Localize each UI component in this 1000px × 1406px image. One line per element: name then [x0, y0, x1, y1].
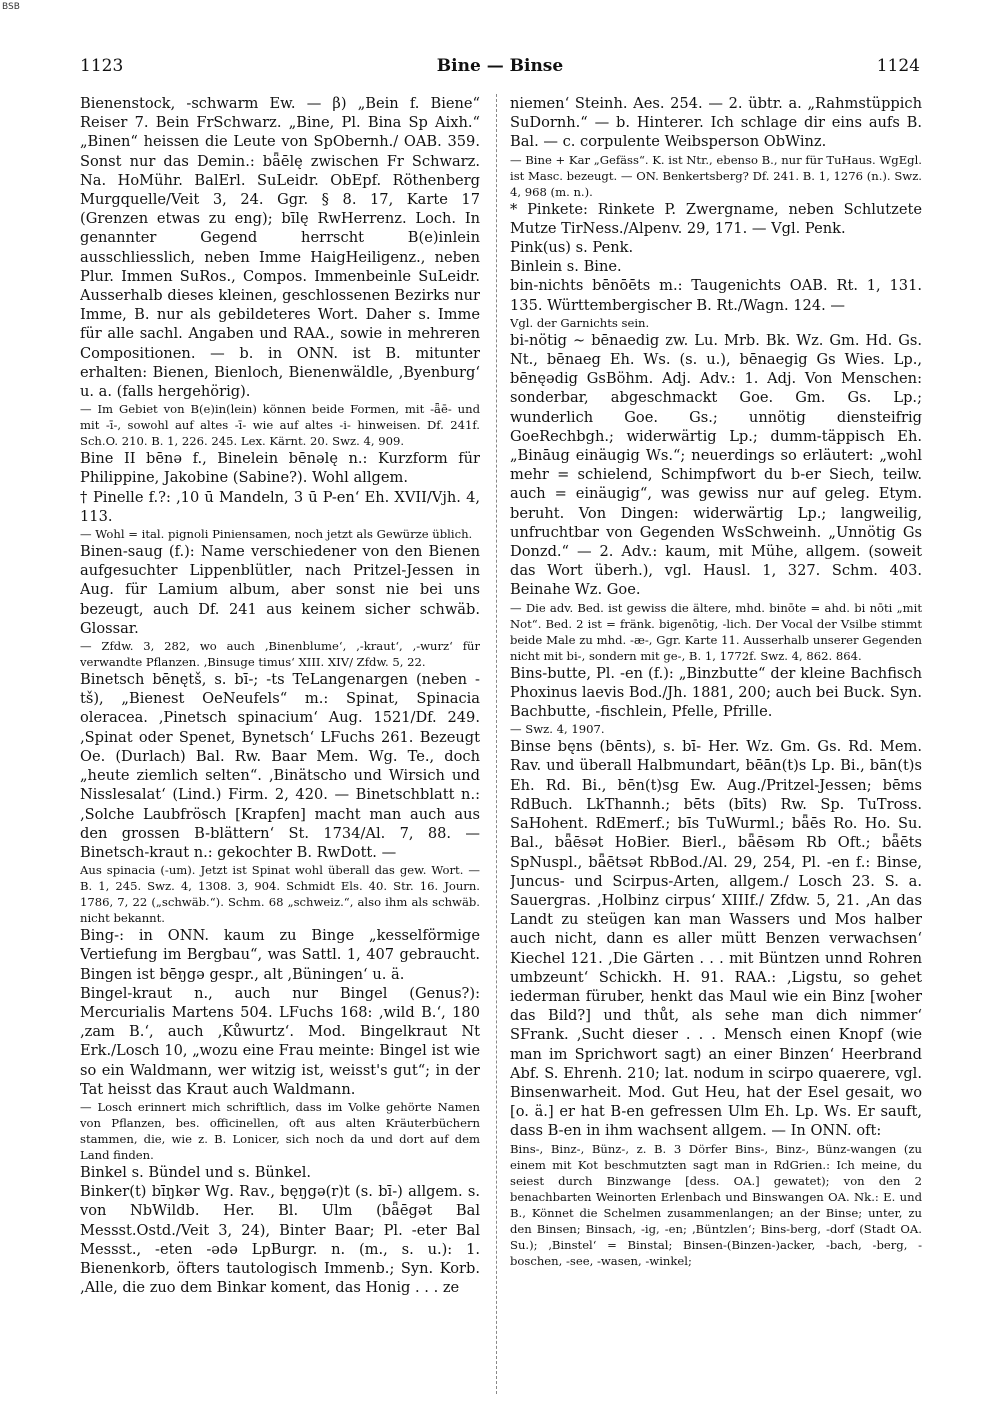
- dictionary-paragraph: — Swz. 4, 1907.: [510, 722, 605, 737]
- page-header: [80, 56, 920, 82]
- dictionary-paragraph: — Zfdw. 3, 282, wo auch ‚Binenblume‘, ‚-kraut‘, ‚-wurz‘ für verwandte Pflanzen. ‚Binsuge timus‘ XIII. XIV/ Zfdw. 5, 22.: [80, 639, 480, 670]
- left-column: [80, 94, 480, 1394]
- column-divider: [496, 94, 497, 1394]
- dictionary-paragraph: bi-nötig ∼ bēnaedig zw. Lu. Mrb. Bk. Wz. Gm. Hd. Gs. Nt., bēnaeg Eh. Ws. (s. u.), bēnaegig Gs Wies. Lp., bēnęədig GsBöhm. Adj. Adv.: 1. Adj. Von Menschen: sonderbar, abgeschmackt Goe. Gm. Gs. Lp.; wunderlich Goe. Gs.; unnötig diensteifrig GoeRechbgh.; widerwärtig Lp.; dumm-täppisch Eh. „Bināug einäugig Ws.“; neuerdings so erläutert: „wohl mehr = schielend, Schimpfwort du b-er Siech, teilw. auch = einäugig“, was gewiss nur auf geleg. Etym. beruht. Von Dingen: widerwärtig Lp.; langweilig, unfruchtbar von Gegenden WsSchweinh. „Unnötig Gs Donzd.“ — 2. Adv.: kaum, mit Mühe, allgem. (soweit das Wort überh.), vgl. Hausl. 1, 327. Schm. 403. Beinahe Wz. Goe.: [510, 331, 922, 599]
- dictionary-paragraph: — Die adv. Bed. ist gewiss die ältere, mhd. binōte = ahd. bi nōti „mit Not“. Bed. 2 ist = fränk. bigenōtig, -lich. Der Vocal der Vsilbe stimmt beide Male zu mhd. -æ-, Ggr. Karte 11. Ausserhalb unserer Gegenden nicht mit bi-, sondern mit ge-, B. 1, 1772f. Swz. 4, 862. 864.: [510, 600, 922, 663]
- right-column: [510, 94, 922, 1394]
- dictionary-paragraph: Aus spinacia (-um). Jetzt ist Spinat wohl überall das gew. Wort. — B. 1, 245. Swz. 4, 1308. 3, 904. Schmidt Els. 40. Str. 16. Journ. 1786, 7, 22 („schwäb.“). Schm. 68 „schweiz.“, also ihm als schwäb. nicht bekannt.: [80, 863, 480, 926]
- dictionary-paragraph: † Pinelle f.?: ‚10 ū Mandeln, 3 ū P-en‘ Eh. XVII/Vjh. 4, 113.: [80, 488, 480, 525]
- dictionary-paragraph: — Im Gebiet von B(e)in(lein) können beide Formen, mit -ǟē- und mit -ī-, sowohl auf altes -ī- wie auf altes -i- hinweisen. Df. 241f. Sch.O. 210. B. 1, 226. 245. Lex. Kärnt. 20. Swz. 4, 909.: [80, 402, 480, 449]
- dictionary-paragraph: — Wohl = ital. pignoli Piniensamen, noch jetzt als Gewürze üblich.: [80, 527, 473, 542]
- dictionary-paragraph: Binker(t) bīŋkər Wg. Rav., bęŋgə(r)t (s. bī-) allgem. s. von NbWildb. Her. Bl. Ulm (bǟēgət Bal Messst.Ostd./Veit 3, 24), Binter Baar; Pl. -eter Bal Messst., -eten -ədə LpBurgr. n. (m., s. u.): 1. Bienenkorb, öfters tautologisch Immenb.; Syn. Korb. ‚Alle, die zuo dem Binkar koment, das Honig . . . ze: [80, 1183, 480, 1297]
- dictionary-paragraph: Bienenstock, -schwarm Ew. — β) „Bein f. Biene“ Reiser 7. Bein FrSchwarz. „Bine, Pl. Bina Sp Aixh.“ „Binen“ heissen die Leute von SpObernh./ OAB. 359. Sonst nur das Demin.: bǟēlę zwischen Fr Schwarz. Na. HoMühr. BalErl. SuLeidr. ObEpf. Röthenberg Murgquelle/Veit 3, 24. Ggr. § 8. 17, Karte 17 (Grenzen etwas zu eng); bīlę RwHerrenz. Loch. In genannter Gegend herrscht B(e)inlein ausschliesslich, neben Imme HaigHeiligenz., neben Plur. Immen SuRos., Compos. Immenbeinle SuLeidr. Ausserhalb dieses kleinen, geschlossenen Bezirks nur Imme, B. nur als gebildeteres Wort. Daher s. Imme für alle sachl. Angaben und RAA., sowie in mehreren Compositionen. — b. in ONN. ist B. mitunter erhalten: Bienen, Bienloch, Bienenwäldle, ‚Byenburg‘ u. a. (falls hergehörig).: [80, 95, 480, 401]
- dictionary-paragraph: Bins-, Binz-, Bünz-, z. B. 3 Dörfer Bins-, Binz-, Bünz-wangen (zu einem mit Kot beschmutzten sagt man in RdGrien.: Ich meine, du seiest durch Binzwange [dess. OA.] gewatet); von den 2 benachbarten Weinorten Erlenbach und Binswangen OA. Nk.: E. und B., Könnet die Schelmen zusammenlangen; an der Binse; unter, zu den Binsen; Binsach, -ig, -en; ‚Büntzlen‘; Bins-berg, -dorf (Stadt OA. Su.); ‚Binstel‘ = Binstal; Binsen-(Binzen-)acker, -bach, -berg, -boschen, -see, -wasen, -winkel;: [510, 1141, 922, 1268]
- library-stamp: BSB: [2, 2, 20, 12]
- dictionary-paragraph: Bins-butte, Pl. -en (f.): „Binzbutte“ der kleine Bachfisch Phoxinus laevis Bod./Jh. 1881, 200; auch bei Buck. Syn. Bachbutte, -fischlein, Pfelle, Pfrille.: [510, 664, 922, 721]
- dictionary-paragraph: Binse bęns (bēnts), s. bī- Her. Wz. Gm. Gs. Rd. Mem. Rav. und überall Halbmundart, bēān(t)s Lp. Bi., bān(t)s Eh. Rd. Bi., bēn(t)sg Ew. Aug./Pritzel-Jessen; bēms RdBuch. LkThannh.; bēts (bīts) Rw. Sp. TuTross. SaHohent. RdEmerf.; bīs TuWurml.; bǟēs Ro. Ho. Su. Bal., bǟēsət HoBier. Bierl., bǟēsəm Rb Oft.; bǟēts SpNuspl., bǟētsət RbBod./Al. 29, 254, Pl. -en f.: Binse, Juncus- und Scirpus-Arten, allgem./ Losch 23. S. a. Sauergras. ‚Holbinz cirpus‘ XIIIf./ Zfdw. 5, 21. ‚An das Landt zu steügen kan man Wassers und Mos halber auch nicht, dann es aller mütt Benzen verwachsen‘ Kiechel 121. ‚Die Gärten . . . mit Büntzen unnd Rohren umbzeunt‘ Schickh. H. 91. RAA.: ‚Ligstu, so gehet iederman füruber, henkt das Maul wie ein Binz [woher das Bild?] und thůt, als sehe man dich nimmer‘ SFrank. ‚Sucht dieser . . . Mensch einen Knopf (wie man im Sprichwort sagt) an einer Binzen‘ Heerbrand Abf. S. Ehrenh. 210; lat. nodum in scirpo quaerere, vgl. Binsenwarheit. Mod. Gut Heu, hat der Esel gesait, wo [o. ä.] er hat B-en gefressen Ulm Eh. Lp. Ws. Er sauft, dass B-en in ihm wachsent allgem. — In ONN. oft:: [510, 738, 922, 1140]
- page-number-left: 1123: [80, 56, 124, 76]
- dictionary-paragraph: Bingel-kraut n., auch nur Bingel (Genus?): Mercurialis Martens 504. LFuchs 168: ‚wild B.‘, 180 ‚zam B.‘, auch ‚Kůwurtz‘. Mod. Bingelkraut Nt Erk./Losch 10, „wozu eine Frau meinte: Bingel ist wie so ein Waldmann, wer witzig ist, weisst's gut“; in der Tat heisst das Kraut auch Waldmann.: [80, 984, 480, 1098]
- dictionary-paragraph: Binen-saug (f.): Name verschiedener von den Bienen aufgesuchter Lippenblütler, nach Pritzel-Jessen in Aug. für Lamium album, aber sonst nie bei uns bezeugt, auch Df. 241 aus keinem sicher schwäb. Glossar.: [80, 543, 480, 637]
- dictionary-paragraph: * Pinkete: Rinkete P. Zwergname, neben Schlutzete Mutze TirNess./Alpenv. 29, 171. — Vgl. Penk.: [510, 200, 922, 237]
- dictionary-paragraph: — Losch erinnert mich schriftlich, dass im Volke gehörte Namen von Pflanzen, bes. officinellen, oft aus alten Kräuterbüchern stammen, die, wie z. B. Lonicer, sich noch da und dort auf dem Land finden.: [80, 1099, 480, 1162]
- dictionary-paragraph: Binkel s. Bündel und s. Bünkel.: [80, 1163, 312, 1181]
- dictionary-paragraph: Binetsch bēnętš, s. bī-; -ts TeLangenargen (neben -tš), „Bienest OeNeufels“ m.: Spinat, Spinacia oleracea. ‚Pinetsch spinacium‘ Aug. 1521/Df. 249. ‚Spinat oder Spenet, Bynetsch‘ LFuchs 261. Bezeugt Oe. (Durlach) Bal. Rw. Baar Mem. Wg. Te., doch „heute ziemlich selten“. ‚Binätscho und Wirsich und Nisslesalat‘ (Lind.) Firm. 2, 420. — Binetschblatt n.: ‚Solche Laubfrösch [Krapfen] macht man auch aus den grossen B-blättern‘ St. 1734/Al. 7, 88. — Binetsch-kraut n.: gekochter B. RwDott. —: [80, 671, 480, 861]
- dictionary-paragraph: Pink(us) s. Penk.: [510, 239, 634, 257]
- page-number-right: 1124: [876, 56, 920, 76]
- running-title: Bine — Binse: [436, 56, 564, 76]
- dictionary-paragraph: Bine II bēnə f., Binelein bēnəlę n.: Kurzform für Philippine, Jakobine (Sabine?). Wohl allgem.: [80, 450, 480, 487]
- dictionary-paragraph: bin-nichts bēnōēts m.: Taugenichts OAB. Rt. 1, 131. 135. Württembergischer B. Rt./Wagn. 124. —: [510, 277, 922, 314]
- dictionary-paragraph: Bing-: in ONN. kaum zu Binge „kesselförmige Vertiefung im Bergbau“, was Sattl. 1, 407 gebraucht. Bingen ist bēŋgə gespr., alt ‚Büningen‘ u. ä.: [80, 927, 480, 983]
- dictionary-paragraph: niemen‘ Steinh. Aes. 254. — 2. übtr. a. „Rahmstüppich SuDornh.“ — b. Hinterer. Ich schlage dir eins aufs B. Bal. — c. corpulente Weibsperson ObWinz.: [510, 95, 922, 151]
- dictionary-paragraph: Binlein s. Bine.: [510, 258, 622, 276]
- dictionary-paragraph: — Bine + Kar „Gefäss“. K. ist Ntr., ebenso B., nur für TuHaus. WgEgl. ist Masc. bezeugt. — ON. Benkertsberg? Df. 241. B. 1, 1276 (n.). Swz. 4, 968 (m. n.).: [510, 152, 922, 199]
- dictionary-paragraph: Vgl. der Garnichts sein.: [510, 315, 650, 330]
